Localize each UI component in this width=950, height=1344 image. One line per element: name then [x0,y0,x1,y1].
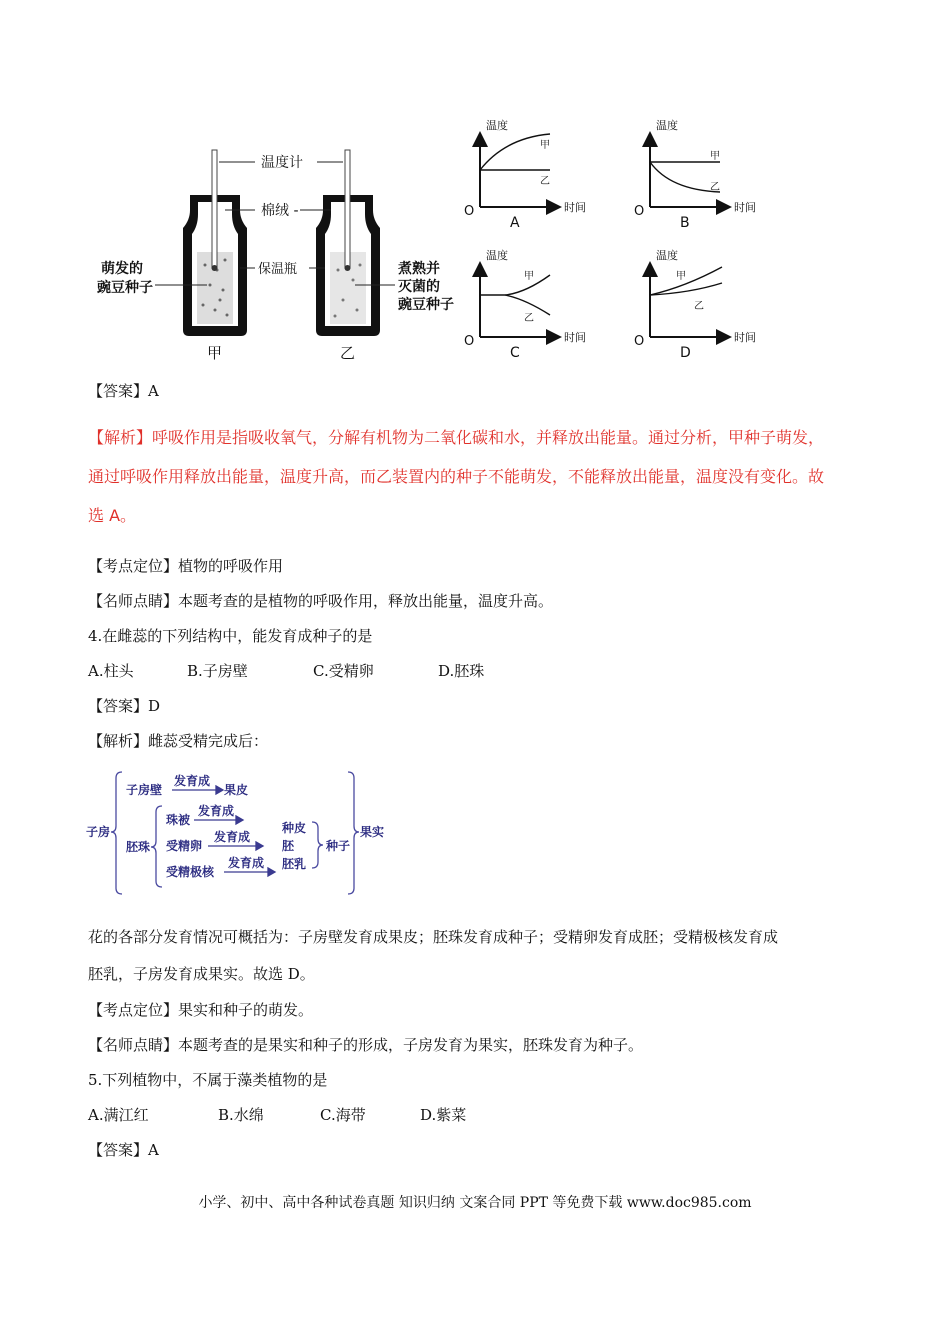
right-label-3: 豌豆种子 [398,297,454,313]
diagram-ovule: 胚珠 [126,840,151,854]
diagram-develops-4: 发育成 [228,856,265,870]
q5-option-a: A.满江红 [88,1106,149,1124]
diagram-pericarp: 果皮 [224,783,249,797]
curve-jia-label: 甲 [524,271,534,282]
flask-yi-label: 乙 [340,344,356,362]
q4-answer: 【答案】D [88,697,161,715]
flask-label: 保温瓶 [258,262,298,277]
y-axis-label: 温度 [486,249,508,262]
x-axis-label: 时间 [734,331,756,344]
panel-letter: D [680,345,691,361]
diagram-embryo: 胚 [282,839,295,853]
y-axis-label: 温度 [656,249,678,262]
graph-panel-a [464,118,586,231]
diagram-zygote: 受精卵 [166,839,203,853]
q5-option-d: D.紫菜 [420,1106,467,1124]
cotton-label: 棉绒 - [261,203,299,219]
right-label-1: 煮熟并 [398,261,440,277]
q5-question: 5.下列植物中，不属于藻类植物的是 [88,1071,328,1089]
diagram-fruit: 果实 [360,825,385,839]
q4-tip: 【名师点睛】本题考查的是果实和种子的形成，子房发育为果实，胚珠发育为种子。 [88,1036,644,1054]
graph-panel-b [634,118,756,231]
q4-point: 【考点定位】果实和种子的萌发。 [88,1001,314,1019]
curve-jia-label: 甲 [676,271,686,282]
x-axis-label: 时间 [564,331,586,344]
q3-point: 【考点定位】植物的呼吸作用 [88,557,284,575]
origin-label: O [634,204,645,219]
page-footer: 小学、初中、高中各种试卷真题 知识归纳 文案合同 PPT 等免费下载 www.doc985.com [198,1195,752,1211]
diagram-develops-1: 发育成 [174,774,211,788]
apparatus-figure [95,140,465,365]
q4-option-c: C.受精卵 [313,662,374,680]
q3-analysis-line-2: 通过呼吸作用释放出能量，温度升高，而乙装置内的种子不能萌发，不能释放出能量，温度没有变化。故 [88,467,825,486]
left-label-2: 豌豆种子 [97,280,153,296]
curve-yi [650,283,722,295]
graph-panel-d [634,248,756,361]
thermometer-label: 温度计 [261,155,303,171]
diagram-polar: 受精极核 [166,865,215,879]
q4-summary-line-2: 胚乳，子房发育成果实。故选 D。 [88,965,315,983]
curve-jia-label: 甲 [540,140,550,151]
diagram-seed: 种子 [326,839,351,853]
q4-option-d: D.胚珠 [438,662,485,680]
curve-jia-label: 甲 [710,151,720,162]
diagram-develops-3: 发育成 [214,830,251,844]
diagram-ovary-wall: 子房壁 [126,783,163,797]
y-axis-label: 温度 [486,119,508,132]
origin-label: O [464,334,475,349]
temperature-graphs [460,115,770,363]
q3-answer: 【答案】A [88,382,159,400]
flask-jia-label: 甲 [207,344,223,362]
graph-panel-c [464,248,586,361]
q5-option-b: B.水绵 [218,1106,264,1124]
q3-analysis-line-1: 【解析】呼吸作用是指吸收氧气，分解有机物为二氧化碳和水，并释放出能量。通过分析，甲种子萌发， [88,428,825,447]
diagram-ovary: 子房 [86,825,111,839]
curve-yi-label: 乙 [524,313,534,324]
y-axis-label: 温度 [656,119,678,132]
q4-question: 4.在雌蕊的下列结构中，能发育成种子的是 [88,627,373,645]
q4-analysis: 【解析】雌蕊受精完成后： [88,732,269,750]
origin-label: O [464,204,475,219]
curve-yi [505,295,550,315]
panel-letter: A [510,215,520,231]
x-axis-label: 时间 [734,201,756,214]
q3-tip: 【名师点睛】本题考查的是植物的呼吸作用，释放出能量，温度升高。 [88,592,554,610]
q4-option-b: B.子房壁 [187,662,248,680]
q3-analysis-line-3: 选 A。 [88,506,137,525]
q4-summary-line-1: 花的各部分发育情况可概括为：子房壁发育成果皮；胚珠发育成种子；受精卵发育成胚；受精极核发育成 [88,928,779,946]
left-label-1: 萌发的 [101,261,143,277]
curve-yi-label: 乙 [694,301,704,312]
panel-letter: C [510,345,520,361]
right-label-2: 灭菌的 [398,279,440,295]
q4-option-a: A.柱头 [88,662,134,680]
q5-answer: 【答案】A [88,1141,159,1159]
flask-jia [183,150,247,336]
ovary-development-diagram [86,766,386,901]
diagram-endosperm: 胚乳 [282,857,307,871]
panel-letter: B [680,215,690,231]
x-axis-label: 时间 [564,201,586,214]
diagram-integument: 珠被 [166,813,191,827]
origin-label: O [634,334,645,349]
flask-yi [316,150,380,336]
curve-yi-label: 乙 [540,176,550,187]
q5-option-c: C.海带 [320,1106,366,1124]
curve-jia [480,275,550,295]
curve-yi-label: 乙 [710,182,720,193]
diagram-develops-2: 发育成 [198,804,235,818]
diagram-seed-coat: 种皮 [282,821,307,835]
